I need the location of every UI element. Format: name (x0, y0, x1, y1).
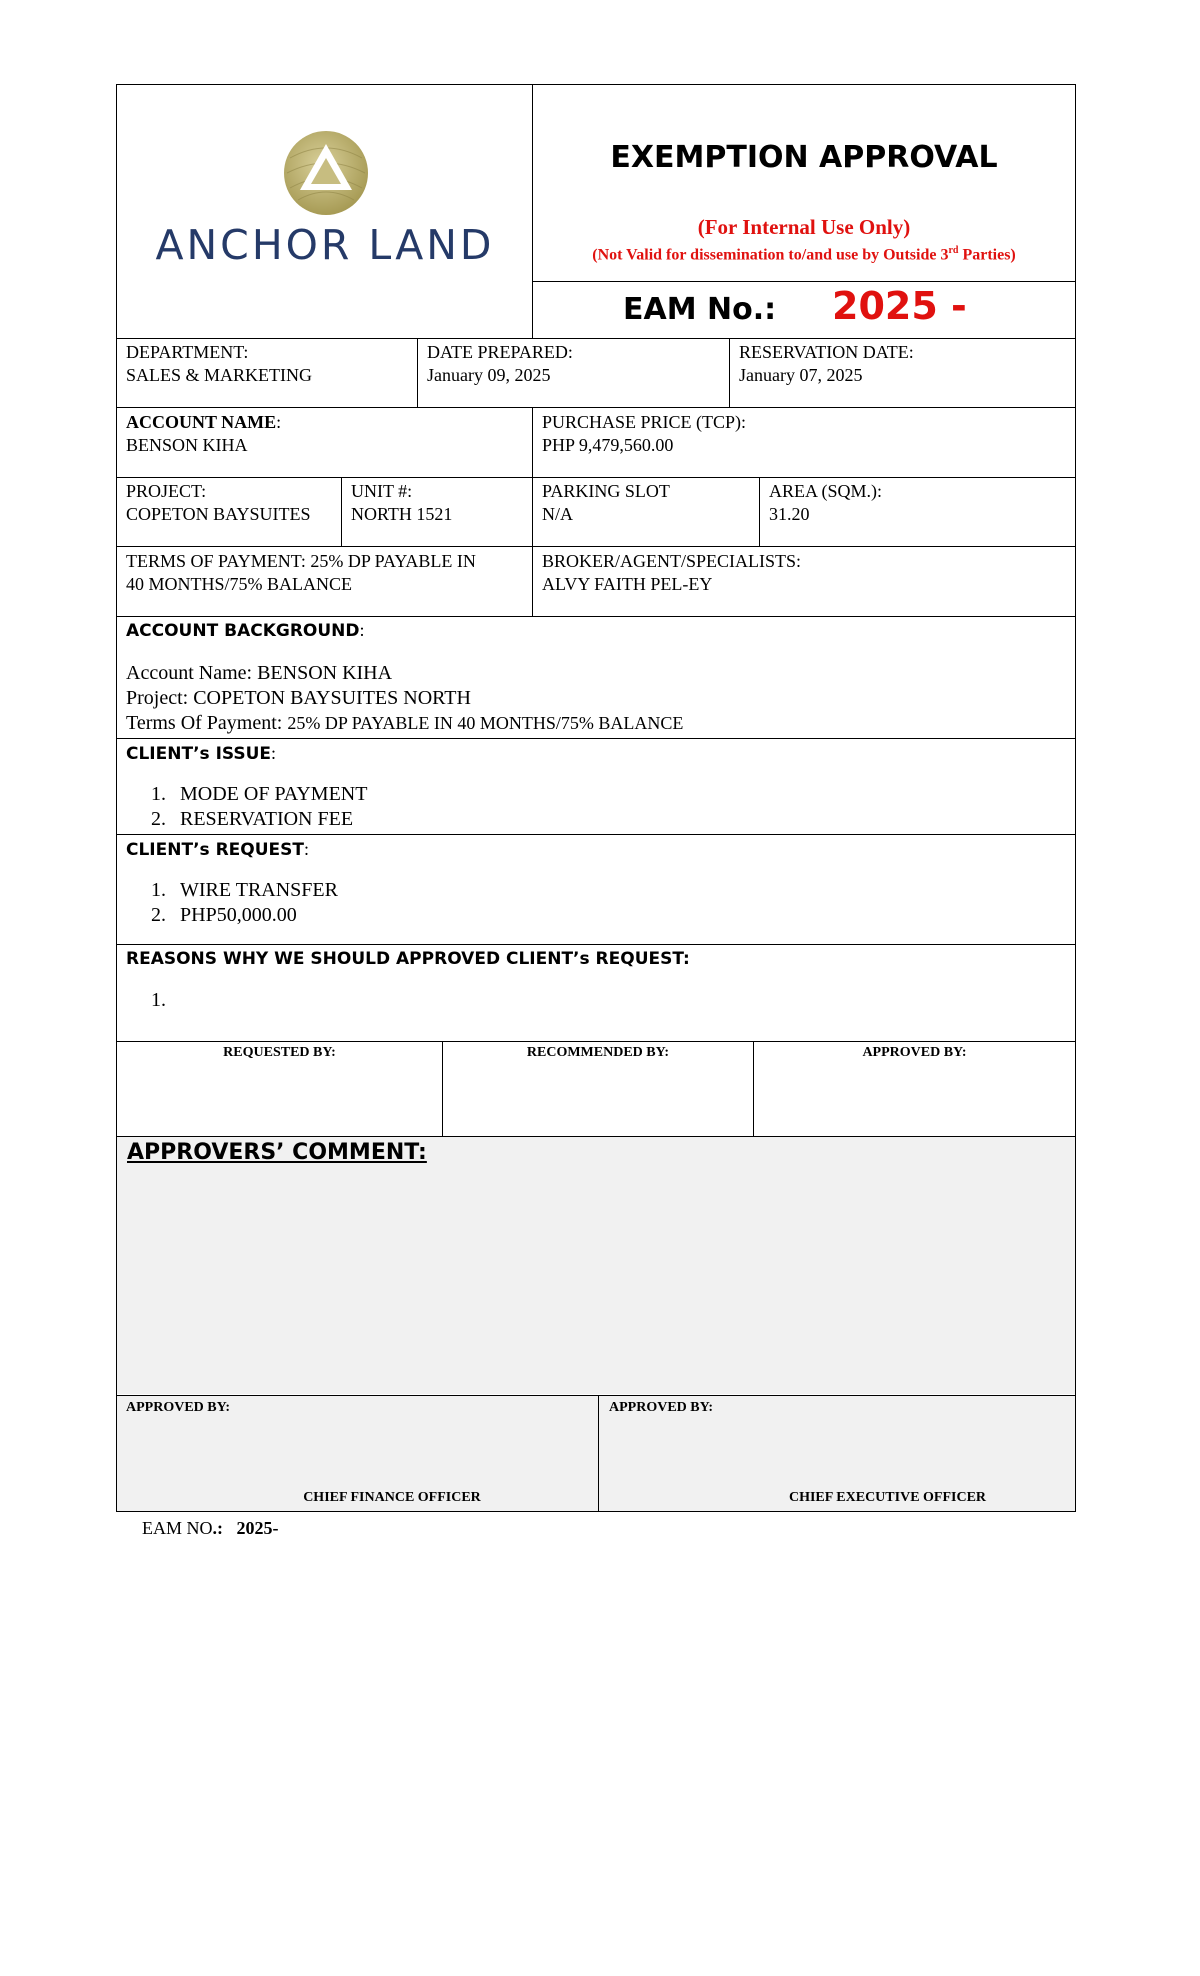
list-number: 1. (151, 879, 166, 901)
date-prepared-label: DATE PREPARED: (427, 342, 573, 362)
validity-note-tail: Parties) (958, 246, 1016, 264)
ceo-title: CHIEF EXECUTIVE OFFICER (788, 1490, 987, 1505)
department-field (126, 341, 312, 387)
client-request-heading: CLIENT’s REQUEST (126, 840, 304, 860)
parking-value: N/A (542, 504, 573, 524)
list-text: WIRE TRANSFER (180, 879, 338, 901)
background-account-name: Account Name: BENSON KIHA (126, 662, 393, 684)
list-item (126, 878, 1066, 903)
client-request-section (126, 838, 1066, 928)
company-name: ANCHOR LAND (155, 221, 495, 269)
date-prepared-value: January 09, 2025 (427, 365, 551, 385)
list-text: MODE OF PAYMENT (180, 783, 368, 805)
purchase-price-field (542, 411, 746, 457)
internal-use-note: (For Internal Use Only) (697, 215, 911, 239)
reservation-date-value: January 07, 2025 (739, 365, 863, 385)
background-terms-value: 25% DP PAYABLE IN 40 MONTHS/75% BALANCE (287, 713, 684, 733)
reasons-section (126, 948, 1066, 1013)
footer-eam-colon: .: (212, 1518, 223, 1538)
department-value: SALES & MARKETING (126, 365, 313, 385)
client-issue-colon: : (271, 743, 277, 763)
list-item (126, 782, 1066, 807)
client-request-colon: : (303, 839, 309, 859)
validity-note-sup: rd (948, 245, 959, 256)
list-number: 1. (151, 783, 166, 805)
client-issue-list (126, 782, 1066, 832)
background-project: Project: COPETON BAYSUITES NORTH (126, 687, 471, 709)
list-item (126, 903, 1066, 928)
form-title: EXEMPTION APPROVAL (610, 140, 998, 175)
comments-section (117, 1136, 1075, 1394)
unit-label: UNIT #: (351, 481, 413, 501)
date-prepared-field (427, 341, 573, 387)
project-label: PROJECT: (126, 481, 207, 501)
account-background-colon: : (359, 620, 365, 640)
area-label: AREA (SQM.): (769, 481, 883, 501)
terms-field (126, 550, 476, 596)
cfo-title: CHIEF FINANCE OFFICER (303, 1490, 481, 1505)
reasons-heading: REASONS WHY WE SHOULD APPROVED CLIENT’s REQUEST: (126, 949, 690, 969)
terms-line-1: TERMS OF PAYMENT: 25% DP PAYABLE IN (126, 551, 476, 571)
project-value: COPETON BAYSUITES (126, 504, 311, 524)
company-logo (140, 128, 510, 278)
client-issue-heading: CLIENT’s ISSUE (126, 744, 272, 764)
eam-number-label: EAM No.: (623, 292, 777, 327)
account-name-value: BENSON KIHA (126, 435, 248, 455)
footer-eam-number (142, 1517, 279, 1540)
list-item (126, 807, 1066, 832)
footer-eam-label: EAM NO (142, 1518, 213, 1538)
reservation-date-label: RESERVATION DATE: (739, 342, 914, 362)
logo-emblem-icon (140, 128, 510, 218)
client-issue-section (126, 742, 1066, 832)
project-field (126, 480, 311, 526)
footer-eam-value: 2025- (236, 1518, 279, 1538)
background-terms-prefix: Terms Of Payment: (126, 712, 288, 734)
approvers-comment-heading: APPROVERS’ COMMENT: (127, 1140, 427, 1165)
client-request-list (126, 878, 1066, 928)
purchase-price-label: PURCHASE PRICE (TCP): (542, 412, 747, 432)
recommended-by-label: RECOMMENDED BY: (526, 1045, 670, 1060)
broker-label: BROKER/AGENT/SPECIALISTS: (542, 551, 802, 571)
account-name-colon: : (276, 412, 282, 432)
cfo-approved-by-label: APPROVED BY: (126, 1400, 231, 1415)
list-number: 2. (151, 808, 166, 830)
list-item (126, 988, 1066, 1013)
account-name-field (126, 411, 281, 457)
eam-number-value: 2025 - (832, 284, 967, 328)
list-text: PHP50,000.00 (180, 904, 297, 926)
validity-note (533, 241, 1075, 265)
unit-value: NORTH 1521 (351, 504, 453, 524)
list-number: 1. (151, 989, 166, 1011)
department-label: DEPARTMENT: (126, 342, 249, 362)
approved-by-label: APPROVED BY: (862, 1045, 967, 1060)
reservation-date-field (739, 341, 914, 387)
broker-value: ALVY FAITH PEL-EY (542, 574, 713, 594)
purchase-price-value: PHP 9,479,560.00 (542, 435, 674, 455)
account-background-heading: ACCOUNT BACKGROUND (126, 621, 360, 641)
broker-field (542, 550, 801, 596)
reasons-list (126, 988, 1066, 1013)
area-field (769, 480, 882, 526)
account-name-label: ACCOUNT NAME (126, 412, 277, 432)
list-number: 2. (151, 904, 166, 926)
parking-field (542, 480, 670, 526)
requested-by-label: REQUESTED BY: (223, 1045, 336, 1060)
parking-label: PARKING SLOT (542, 481, 670, 501)
validity-note-text: (Not Valid for dissemination to/and use by Outside 3 (592, 246, 949, 264)
terms-line-2: 40 MONTHS/75% BALANCE (126, 574, 353, 594)
area-value: 31.20 (769, 504, 810, 524)
ceo-approved-by-label: APPROVED BY: (609, 1400, 714, 1415)
unit-field (351, 480, 452, 526)
list-text: RESERVATION FEE (180, 808, 354, 830)
account-background-section (126, 619, 683, 737)
